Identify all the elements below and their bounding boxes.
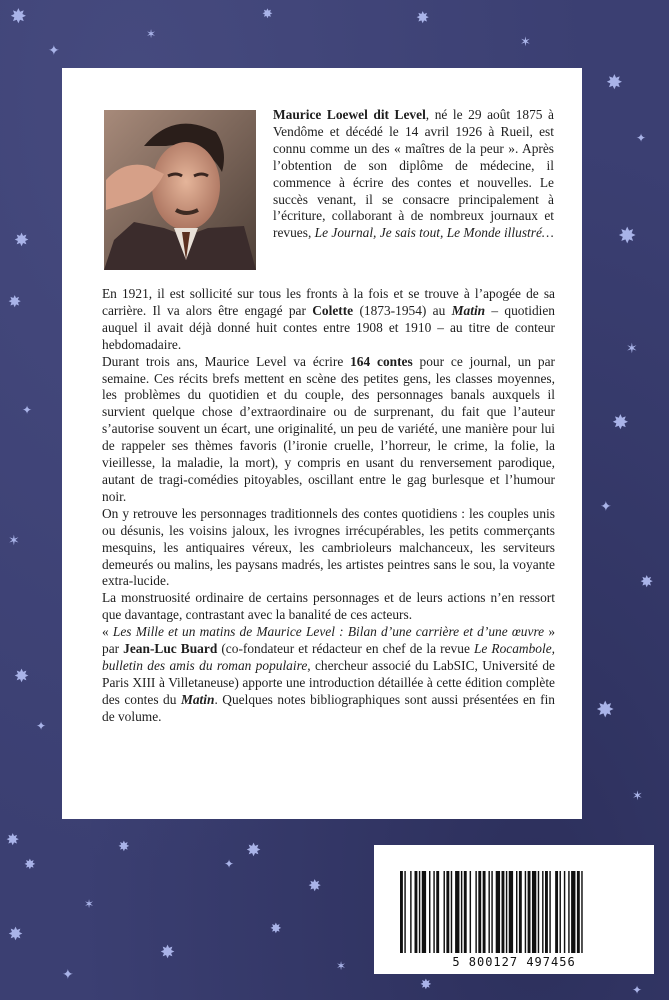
star-icon: ✸ [246, 840, 262, 861]
star-icon: ✶ [336, 959, 347, 973]
star-icon: ✦ [22, 403, 33, 417]
star-icon: ✸ [8, 924, 24, 945]
paragraph: On y retrouve les personnages traditionnels des contes quotidiens : les couples unis ou désunis, les voisins jaloux, les ivrognes irrécupérables, les petits commerçants mesquins, les antiquaires véreux, les cambrioleurs malchanceux, les serviteurs demeurés ou malins, les paysans madrés, les artistes peintres sans le sou, la voyante extra-lucide. [102, 505, 555, 589]
text-span: – quotidien auquel il avait déjà donné huit contes entre 1908 et 1910 – au titre de conteur hebdomadaire. [102, 302, 555, 352]
star-icon: ✸ [24, 857, 36, 873]
star-icon: ✶ [626, 341, 638, 357]
star-icon: ✸ [10, 4, 27, 28]
star-icon: ✸ [8, 292, 22, 311]
star-icon: ✶ [84, 897, 95, 911]
star-icon: ✸ [618, 224, 637, 249]
star-icon: ✸ [308, 876, 322, 895]
star-icon: ✶ [8, 533, 20, 549]
star-icon: ✸ [416, 8, 430, 27]
revue-title: Le Rocambole, bulletin des amis du roman populaire [102, 641, 555, 673]
star-icon: ✸ [596, 698, 615, 723]
text-span: (1873-1954) au [353, 302, 452, 318]
star-icon: ✸ [612, 410, 629, 434]
star-icon: ✸ [6, 830, 20, 849]
text-span: (co-fondateur et rédacteur en chef de la revue [217, 641, 474, 657]
barcode-number: 5 800127 497456 [452, 955, 576, 969]
paragraph [102, 286, 555, 354]
star-icon: ✸ [14, 230, 30, 251]
bio-text: , né le 29 août 1875 à Vendôme et décédé le 14 avril 1926 à Rueil, est connu comme un des « maîtres de la peur ». Après l’obtention de son diplôme de médecine, il commence à écrire des contes et nouvelles. Le succès venant, il se consacre principalement à l’écriture, collaborant à de nombreux journaux et revues, [273, 107, 555, 241]
author-name: Maurice Loewel dit Level [273, 107, 426, 122]
star-icon: ✶ [146, 27, 157, 41]
star-icon: ✦ [224, 857, 235, 871]
star-icon: ✦ [62, 967, 74, 983]
barcode [374, 845, 654, 974]
star-icon: ✦ [632, 983, 643, 997]
author-photo-image [104, 110, 256, 270]
paragraph [102, 624, 555, 725]
text-span: pour ce journal, un par semaine. Ces récits brefs mettent en scène des petites gens, les classes moyennes, les problèmes du quotidien et du couple, des personnages banals auxquels il survient quelque chose d’extraordinaire ou de surprenant, du fait que l’auteur s’autorise souvent un écart, une originalité, un peu de variété, une manière pour lui de rappeler ses thèmes favoris (l’ironie cruelle, l’horreur, le crime, la folie, la vieillesse, la maladie, la mort), y compris en usant du renversement parodique, autant de tragi-comédies pitoyables, oscillant entre le gag burlesque et l’humour noir. [102, 353, 555, 504]
text-panel [62, 68, 582, 819]
star-icon: ✸ [606, 70, 623, 94]
essay-title: Les Mille et un matins de Maurice Level : Bilan d’une carrière et d’une œuvre [112, 624, 545, 640]
paragraph [102, 354, 555, 506]
star-icon: ✶ [632, 789, 643, 804]
text-span: En 1921, il est sollicité sur tous les fronts à la fois et se trouve à l’apogée de sa carrière. Il va alors être engagé par [102, 286, 555, 318]
text-span: Durant trois ans, Maurice Level va écrire [102, 353, 351, 369]
story-count: 164 contes [350, 353, 413, 369]
text-span: « [102, 624, 113, 640]
author-bio [273, 107, 554, 242]
matin-title: Matin [451, 302, 486, 318]
star-icon: ✶ [520, 35, 531, 50]
star-icon: ✸ [420, 977, 432, 993]
star-icon: ✦ [600, 499, 612, 515]
paragraph: La monstruosité ordinaire de certains personnages et de leurs actions n’en ressort que davantage, contrastant avec la banalité de ces acteurs. [102, 590, 555, 623]
text-span: , chercheur associé du LabSIC, Université de Paris XIII à Villetaneuse) apporte une introduction détaillée à cette édition complète des contes du [102, 657, 555, 707]
bio-journals: Le Journal, Je sais tout, Le Monde illustré… [314, 225, 554, 241]
star-icon: ✦ [36, 719, 47, 733]
star-icon: ✸ [270, 921, 282, 937]
star-icon: ✦ [48, 43, 60, 59]
star-icon: ✸ [14, 666, 30, 687]
star-icon: ✸ [118, 839, 130, 855]
author-portrait [104, 110, 256, 270]
star-icon: ✸ [262, 7, 273, 22]
colette-name: Colette [312, 302, 354, 318]
text-span: . Quelques notes bibliographiques sont aussi présentées en fin de volume. [102, 691, 555, 724]
star-icon: ✸ [640, 572, 654, 591]
description [102, 286, 555, 726]
editor-name: Jean-Luc Buard [123, 641, 218, 657]
matin-title: Matin [180, 691, 215, 707]
star-icon: ✸ [160, 942, 176, 963]
text-span: » par [102, 624, 556, 657]
star-icon: ✦ [636, 131, 647, 145]
